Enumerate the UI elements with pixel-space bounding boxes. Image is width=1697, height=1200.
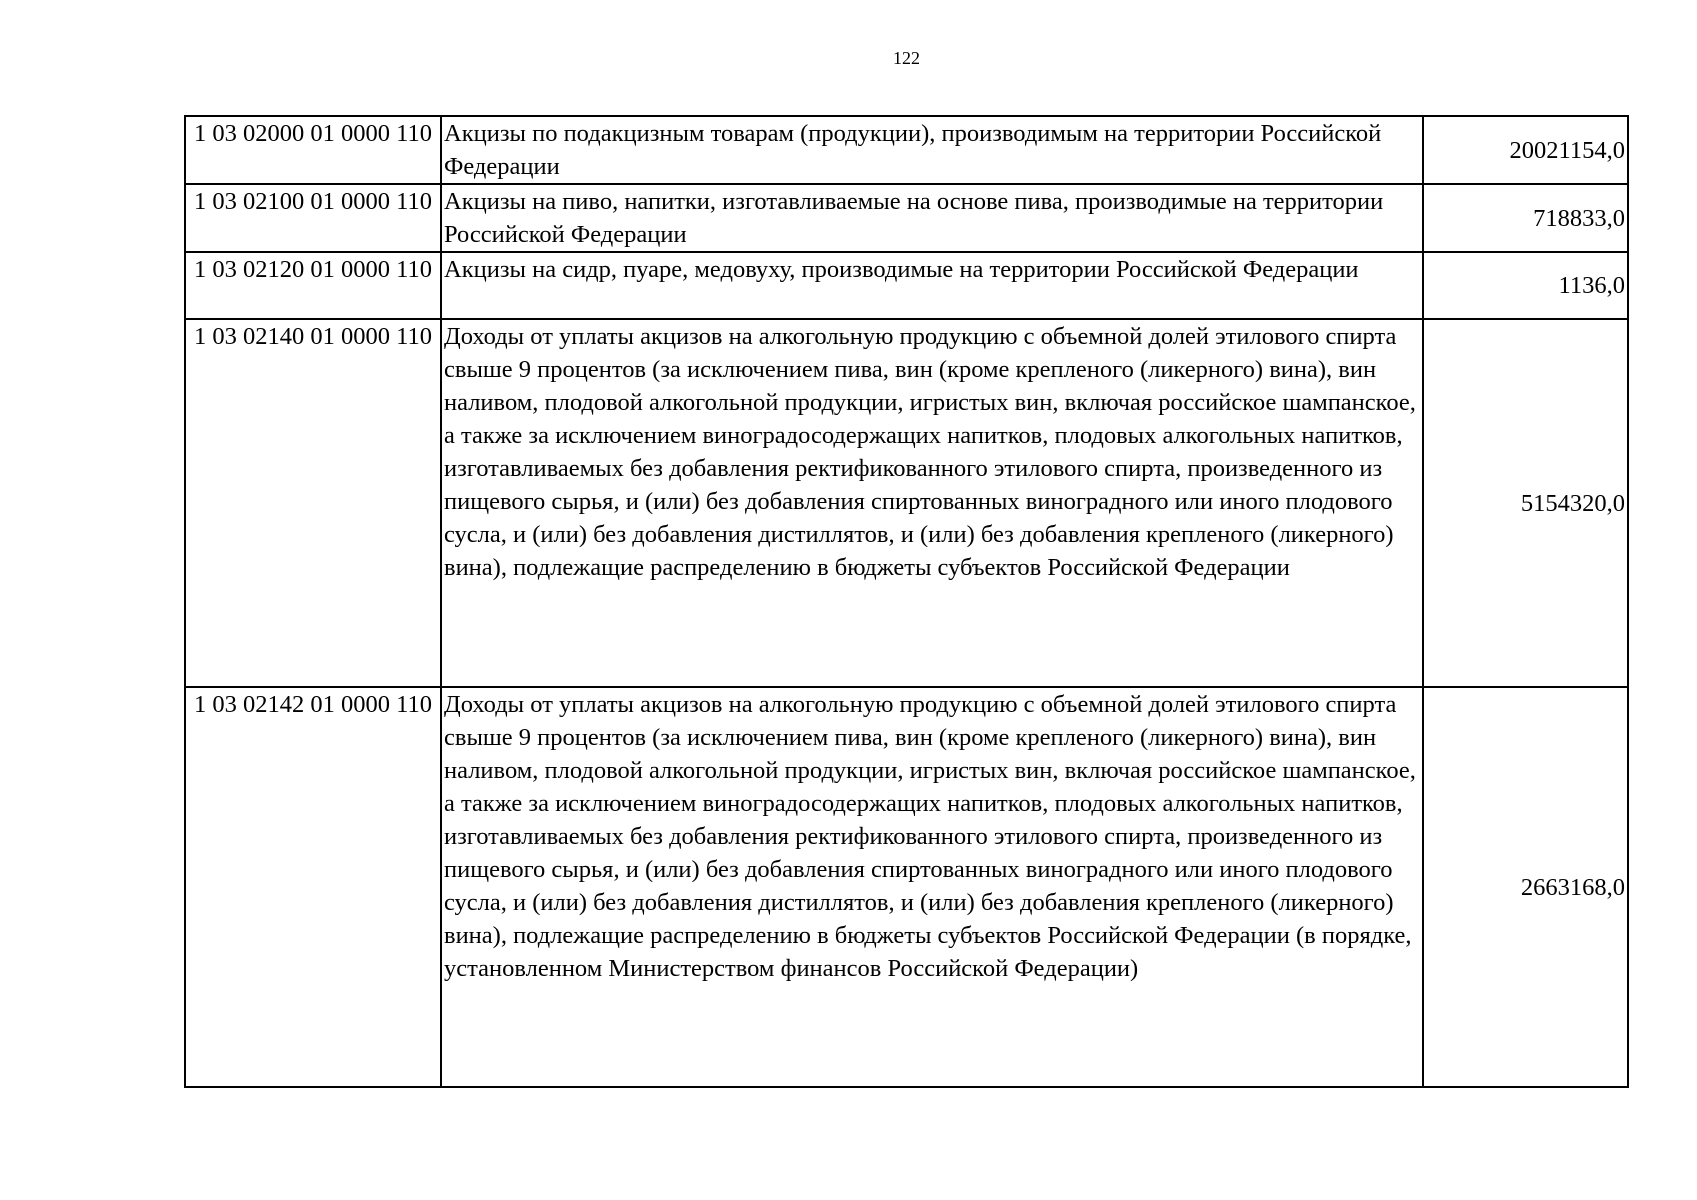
table-row xyxy=(185,319,1628,687)
revenue-name: Доходы от уплаты акцизов на алкогольную продукцию с объемной долей этилового спирта свыше 9 процентов (за исключением пива, вин (кроме крепленого (ликерного) вина), вин наливом, плодовой алкогольной продукции, игристых вин, включая российское шампанское, а также за исключением виноградосодержащих напитков, плодовых алкогольных напитков, изготавливаемых без добавления ректификованного этилового спирта, произведенного из пищевого сырья, и (или) без добавления спиртованных виноградного или иного плодового сусла, и (или) без добавления дистиллятов, и (или) без добавления крепленого (ликерного) вина), подлежащие распределению в бюджеты субъектов Российской Федерации xyxy=(441,319,1423,687)
table-row xyxy=(185,116,1628,184)
revenue-amount: 5154320,0 xyxy=(1423,319,1628,687)
revenue-code: 1 03 02100 01 0000 110 xyxy=(185,184,441,252)
revenue-name: Акцизы на пиво, напитки, изготавливаемые на основе пива, производимые на территории Российской Федерации xyxy=(441,184,1423,252)
revenue-code: 1 03 02140 01 0000 110 xyxy=(185,319,441,687)
page-number: 122 xyxy=(893,48,920,68)
table-row xyxy=(185,184,1628,252)
table-row xyxy=(185,687,1628,1087)
revenue-code: 1 03 02120 01 0000 110 xyxy=(185,252,441,319)
budget-revenue-table xyxy=(184,115,1629,1088)
revenue-code: 1 03 02000 01 0000 110 xyxy=(185,116,441,184)
revenue-name: Акцизы на сидр, пуаре, медовуху, производимые на территории Российской Федерации xyxy=(441,252,1423,319)
revenue-amount: 2663168,0 xyxy=(1423,687,1628,1087)
revenue-amount: 1136,0 xyxy=(1423,252,1628,319)
revenue-name: Акцизы по подакцизным товарам (продукции), производимым на территории Российской Федерации xyxy=(441,116,1423,184)
revenue-amount: 718833,0 xyxy=(1423,184,1628,252)
revenue-code: 1 03 02142 01 0000 110 xyxy=(185,687,441,1087)
revenue-name: Доходы от уплаты акцизов на алкогольную продукцию с объемной долей этилового спирта свыше 9 процентов (за исключением пива, вин (кроме крепленого (ликерного) вина), вин наливом, плодовой алкогольной продукции, игристых вин, включая российское шампанское, а также за исключением виноградосодержащих напитков, плодовых алкогольных напитков, изготавливаемых без добавления ректификованного этилового спирта, произведенного из пищевого сырья, и (или) без добавления спиртованных виноградного или иного плодового сусла, и (или) без добавления дистиллятов, и (или) без добавления крепленого (ликерного) вина), подлежащие распределению в бюджеты субъектов Российской Федерации (в порядке, установленном Министерством финансов Российской Федерации) xyxy=(441,687,1423,1087)
table-row xyxy=(185,252,1628,319)
revenue-amount: 20021154,0 xyxy=(1423,116,1628,184)
